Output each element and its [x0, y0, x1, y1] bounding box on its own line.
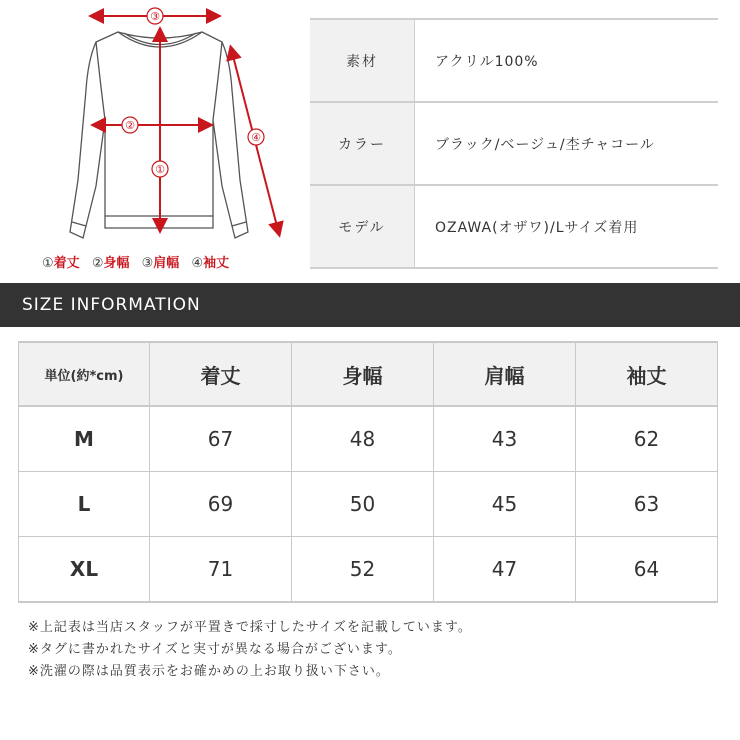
note-line: ※タグに書かれたサイズと実寸が異なる場合がございます。	[28, 642, 402, 657]
table-cell: 63	[576, 472, 718, 537]
size-information-banner: SIZE INFORMATION	[0, 283, 740, 327]
note-line: ※洗濯の際は品質表示をお確かめの上お取り扱い下さい。	[28, 664, 390, 679]
spec-key: 素材	[310, 19, 415, 102]
size-table-header	[19, 342, 718, 406]
spec-value: アクリル100%	[415, 19, 719, 102]
size-label: XL	[19, 537, 150, 603]
legend-item-shoulder: ③肩幅	[141, 256, 180, 271]
header-sleeve-length: 袖丈	[576, 342, 718, 406]
spec-row-model	[310, 185, 718, 268]
measurement-legend	[42, 252, 237, 271]
spec-key: モデル	[310, 185, 415, 268]
legend-item-sleeve: ④袖丈	[191, 256, 230, 271]
size-label: M	[19, 406, 150, 472]
header-body-width: 身幅	[292, 342, 434, 406]
table-row	[19, 472, 718, 537]
table-cell: 50	[292, 472, 434, 537]
header-length: 着丈	[150, 342, 292, 406]
spec-key: カラー	[310, 102, 415, 185]
table-cell: 67	[150, 406, 292, 472]
garment-diagram	[0, 0, 300, 280]
table-cell: 62	[576, 406, 718, 472]
sweater-illustration	[0, 0, 300, 250]
table-cell: 71	[150, 537, 292, 603]
legend-item-body-width: ②身幅	[91, 256, 130, 271]
header-unit: 単位(約*cm)	[19, 342, 150, 406]
spec-value: ブラック/ベージュ/杢チャコール	[415, 102, 719, 185]
legend-item-length: ①着丈	[42, 256, 80, 271]
size-label: L	[19, 472, 150, 537]
marker-body-width: ②	[125, 119, 135, 132]
spec-row-material	[310, 19, 718, 102]
notes	[28, 617, 472, 683]
size-table	[18, 341, 718, 603]
table-cell: 43	[434, 406, 576, 472]
table-cell: 64	[576, 537, 718, 603]
spec-table	[310, 18, 718, 269]
table-row	[19, 537, 718, 603]
table-cell: 45	[434, 472, 576, 537]
table-cell: 47	[434, 537, 576, 603]
table-cell: 52	[292, 537, 434, 603]
marker-length: ①	[155, 163, 165, 176]
marker-sleeve: ④	[251, 131, 261, 144]
note-line: ※上記表は当店スタッフが平置きで採寸したサイズを記載しています。	[28, 620, 472, 635]
spec-value: OZAWA(オザワ)/Lサイズ着用	[415, 185, 719, 268]
table-cell: 69	[150, 472, 292, 537]
header-shoulder-width: 肩幅	[434, 342, 576, 406]
table-cell: 48	[292, 406, 434, 472]
spec-row-color	[310, 102, 718, 185]
table-row	[19, 406, 718, 472]
marker-shoulder: ③	[150, 10, 160, 23]
